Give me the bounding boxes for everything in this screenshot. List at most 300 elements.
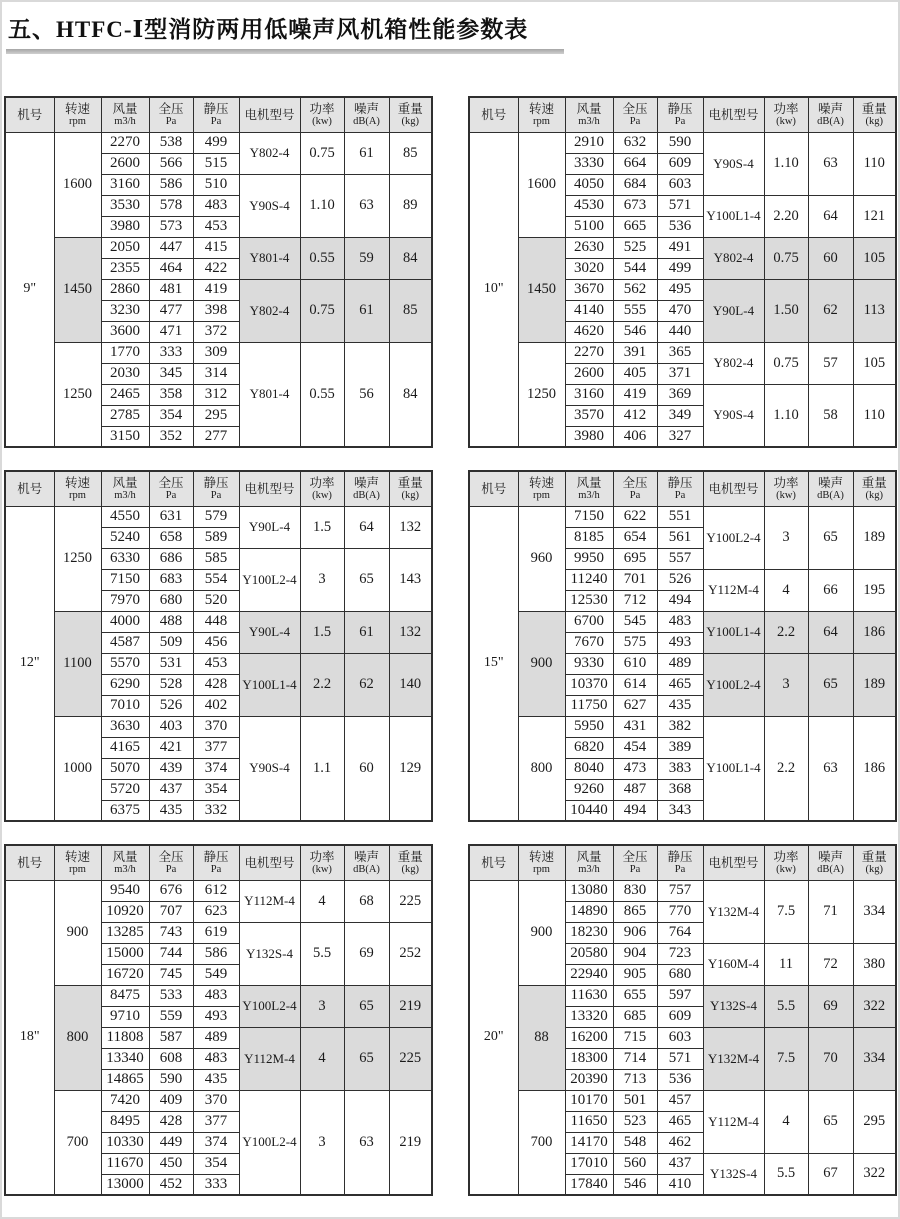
weight-cell: 105 bbox=[853, 237, 896, 279]
flow-cell: 4620 bbox=[565, 321, 613, 342]
header-noise-unit: dB(A) bbox=[353, 490, 380, 502]
header-weight-label: 重量 bbox=[861, 850, 887, 865]
header-total-pressure-label: 全压 bbox=[622, 850, 648, 865]
header-machine-label: 机号 bbox=[17, 107, 43, 122]
flow-cell: 3160 bbox=[565, 384, 613, 405]
noise-cell: 61 bbox=[344, 611, 389, 653]
header-weight-cell bbox=[389, 97, 432, 132]
noise-cell: 65 bbox=[808, 653, 853, 716]
power-cell: 1.50 bbox=[764, 279, 808, 342]
header-static-pressure-cell bbox=[193, 97, 239, 132]
header-noise-cell bbox=[808, 471, 853, 506]
flow-cell: 18230 bbox=[565, 922, 613, 943]
power-cell: 7.5 bbox=[764, 880, 808, 943]
noise-cell: 69 bbox=[344, 922, 389, 985]
weight-cell: 85 bbox=[389, 132, 432, 174]
static-pressure-cell: 590 bbox=[657, 132, 703, 153]
total-pressure-cell: 473 bbox=[613, 758, 657, 779]
weight-cell: 140 bbox=[389, 653, 432, 716]
flow-cell: 4000 bbox=[101, 611, 149, 632]
power-cell: 3 bbox=[300, 548, 344, 611]
tables-grid bbox=[4, 96, 898, 1196]
flow-cell: 3630 bbox=[101, 716, 149, 737]
flow-cell: 11240 bbox=[565, 569, 613, 590]
static-pressure-cell: 456 bbox=[193, 632, 239, 653]
rpm-cell: 1250 bbox=[54, 342, 101, 447]
flow-cell: 22940 bbox=[565, 964, 613, 985]
total-pressure-cell: 632 bbox=[613, 132, 657, 153]
motor-model-cell: Y90S-4 bbox=[703, 132, 764, 195]
weight-cell: 143 bbox=[389, 548, 432, 611]
power-cell: 1.10 bbox=[764, 132, 808, 195]
static-pressure-cell: 333 bbox=[193, 1174, 239, 1195]
machine-cell: 15" bbox=[469, 506, 518, 821]
flow-cell: 16720 bbox=[101, 964, 149, 985]
static-pressure-cell: 764 bbox=[657, 922, 703, 943]
total-pressure-cell: 701 bbox=[613, 569, 657, 590]
header-flow-label: 风量 bbox=[112, 476, 138, 491]
flow-cell: 2785 bbox=[101, 405, 149, 426]
power-cell: 4 bbox=[764, 1090, 808, 1153]
flow-cell: 3570 bbox=[565, 405, 613, 426]
header-noise-label: 噪声 bbox=[817, 102, 843, 117]
header-weight-unit: (kg) bbox=[865, 116, 883, 128]
header-machine-label: 机号 bbox=[481, 855, 507, 870]
header-flow-unit: m3/h bbox=[578, 490, 600, 502]
motor-model-cell: Y132S-4 bbox=[239, 922, 300, 985]
total-pressure-cell: 685 bbox=[613, 1006, 657, 1027]
weight-cell: 84 bbox=[389, 237, 432, 279]
motor-model-cell: Y100L2-4 bbox=[239, 548, 300, 611]
header-power-unit: (kw) bbox=[776, 864, 796, 876]
table-row bbox=[469, 342, 896, 363]
total-pressure-cell: 743 bbox=[149, 922, 193, 943]
header-machine-cell bbox=[469, 97, 518, 132]
header-power-unit: (kw) bbox=[776, 116, 796, 128]
flow-cell: 11808 bbox=[101, 1027, 149, 1048]
motor-model-cell: Y112M-4 bbox=[703, 569, 764, 611]
motor-model-cell: Y100L2-4 bbox=[703, 506, 764, 569]
flow-cell: 6820 bbox=[565, 737, 613, 758]
flow-cell: 6700 bbox=[565, 611, 613, 632]
weight-cell: 195 bbox=[853, 569, 896, 611]
power-cell: 3 bbox=[764, 506, 808, 569]
flow-cell: 2600 bbox=[101, 153, 149, 174]
static-pressure-cell: 448 bbox=[193, 611, 239, 632]
total-pressure-cell: 439 bbox=[149, 758, 193, 779]
static-pressure-cell: 571 bbox=[657, 195, 703, 216]
header-static-pressure-unit: Pa bbox=[210, 116, 222, 128]
machine-cell: 18" bbox=[5, 880, 54, 1195]
total-pressure-cell: 622 bbox=[613, 506, 657, 527]
table-row bbox=[5, 716, 432, 737]
weight-cell: 219 bbox=[389, 1090, 432, 1195]
flow-cell: 5070 bbox=[101, 758, 149, 779]
header-power-unit: (kw) bbox=[776, 490, 796, 502]
flow-cell: 10370 bbox=[565, 674, 613, 695]
table-row bbox=[469, 985, 896, 1006]
header-flow-label: 风量 bbox=[112, 850, 138, 865]
static-pressure-cell: 470 bbox=[657, 300, 703, 321]
total-pressure-cell: 481 bbox=[149, 279, 193, 300]
performance-table-10in bbox=[468, 96, 897, 448]
static-pressure-cell: 349 bbox=[657, 405, 703, 426]
header-weight-cell bbox=[389, 471, 432, 506]
motor-model-cell: Y132M-4 bbox=[703, 1027, 764, 1090]
noise-cell: 60 bbox=[344, 716, 389, 821]
total-pressure-cell: 686 bbox=[149, 548, 193, 569]
rpm-cell: 1250 bbox=[518, 342, 565, 447]
rpm-cell: 800 bbox=[54, 985, 101, 1090]
power-cell: 1.5 bbox=[300, 506, 344, 548]
header-motor-cell bbox=[703, 471, 764, 506]
header-motor-cell bbox=[239, 97, 300, 132]
flow-cell: 5570 bbox=[101, 653, 149, 674]
total-pressure-cell: 614 bbox=[613, 674, 657, 695]
static-pressure-cell: 757 bbox=[657, 880, 703, 901]
header-rpm-label: 转速 bbox=[528, 476, 554, 491]
static-pressure-cell: 389 bbox=[657, 737, 703, 758]
static-pressure-cell: 370 bbox=[193, 1090, 239, 1111]
header-weight-unit: (kg) bbox=[401, 490, 419, 502]
rpm-cell: 1100 bbox=[54, 611, 101, 716]
total-pressure-cell: 562 bbox=[613, 279, 657, 300]
static-pressure-cell: 489 bbox=[657, 653, 703, 674]
flow-cell: 3670 bbox=[565, 279, 613, 300]
header-flow-cell bbox=[101, 471, 149, 506]
header-power-cell bbox=[764, 845, 808, 880]
flow-cell: 2030 bbox=[101, 363, 149, 384]
flow-cell: 4550 bbox=[101, 506, 149, 527]
noise-cell: 65 bbox=[344, 1027, 389, 1090]
flow-cell: 9330 bbox=[565, 653, 613, 674]
weight-cell: 295 bbox=[853, 1090, 896, 1153]
rpm-cell: 700 bbox=[518, 1090, 565, 1195]
flow-cell: 9260 bbox=[565, 779, 613, 800]
motor-model-cell: Y132M-4 bbox=[703, 880, 764, 943]
total-pressure-cell: 538 bbox=[149, 132, 193, 153]
flow-cell: 5720 bbox=[101, 779, 149, 800]
header-motor-cell bbox=[239, 845, 300, 880]
header-static-pressure-cell bbox=[193, 471, 239, 506]
noise-cell: 71 bbox=[808, 880, 853, 943]
static-pressure-cell: 327 bbox=[657, 426, 703, 447]
static-pressure-cell: 603 bbox=[657, 174, 703, 195]
total-pressure-cell: 578 bbox=[149, 195, 193, 216]
header-rpm-unit: rpm bbox=[69, 116, 86, 128]
motor-model-cell: Y100L2-4 bbox=[703, 653, 764, 716]
weight-cell: 105 bbox=[853, 342, 896, 384]
total-pressure-cell: 560 bbox=[613, 1153, 657, 1174]
power-cell: 2.2 bbox=[764, 611, 808, 653]
static-pressure-cell: 437 bbox=[657, 1153, 703, 1174]
power-cell: 5.5 bbox=[764, 985, 808, 1027]
flow-cell: 8495 bbox=[101, 1111, 149, 1132]
static-pressure-cell: 371 bbox=[657, 363, 703, 384]
header-static-pressure-label: 静压 bbox=[203, 102, 229, 117]
flow-cell: 14170 bbox=[565, 1132, 613, 1153]
noise-cell: 63 bbox=[808, 132, 853, 195]
total-pressure-cell: 707 bbox=[149, 901, 193, 922]
motor-model-cell: Y132S-4 bbox=[703, 985, 764, 1027]
header-motor-label: 电机型号 bbox=[244, 481, 295, 496]
static-pressure-cell: 372 bbox=[193, 321, 239, 342]
flow-cell: 11750 bbox=[565, 695, 613, 716]
rpm-cell: 900 bbox=[518, 880, 565, 985]
flow-cell: 3980 bbox=[565, 426, 613, 447]
header-total-pressure-cell bbox=[149, 471, 193, 506]
power-cell: 5.5 bbox=[300, 922, 344, 985]
flow-cell: 14890 bbox=[565, 901, 613, 922]
total-pressure-cell: 431 bbox=[613, 716, 657, 737]
total-pressure-cell: 428 bbox=[149, 1111, 193, 1132]
static-pressure-cell: 440 bbox=[657, 321, 703, 342]
performance-table-20in bbox=[468, 844, 897, 1196]
static-pressure-cell: 551 bbox=[657, 506, 703, 527]
static-pressure-cell: 332 bbox=[193, 800, 239, 821]
noise-cell: 72 bbox=[808, 943, 853, 985]
header-total-pressure-label: 全压 bbox=[158, 476, 184, 491]
static-pressure-cell: 309 bbox=[193, 342, 239, 363]
noise-cell: 67 bbox=[808, 1153, 853, 1195]
static-pressure-cell: 277 bbox=[193, 426, 239, 447]
motor-model-cell: Y90L-4 bbox=[703, 279, 764, 342]
flow-cell: 3230 bbox=[101, 300, 149, 321]
flow-cell: 2270 bbox=[101, 132, 149, 153]
static-pressure-cell: 374 bbox=[193, 1132, 239, 1153]
table-row bbox=[469, 506, 896, 527]
flow-cell: 17010 bbox=[565, 1153, 613, 1174]
header-noise-cell bbox=[808, 97, 853, 132]
weight-cell: 322 bbox=[853, 985, 896, 1027]
total-pressure-cell: 405 bbox=[613, 363, 657, 384]
static-pressure-cell: 609 bbox=[657, 1006, 703, 1027]
header-rpm-label: 转速 bbox=[528, 102, 554, 117]
header-static-pressure-label: 静压 bbox=[667, 850, 693, 865]
header-noise-label: 噪声 bbox=[353, 102, 379, 117]
static-pressure-cell: 549 bbox=[193, 964, 239, 985]
header-static-pressure-unit: Pa bbox=[674, 116, 686, 128]
total-pressure-cell: 435 bbox=[149, 800, 193, 821]
header-weight-cell bbox=[853, 845, 896, 880]
static-pressure-cell: 382 bbox=[657, 716, 703, 737]
motor-model-cell: Y100L1-4 bbox=[703, 716, 764, 821]
rpm-cell: 1600 bbox=[518, 132, 565, 237]
noise-cell: 66 bbox=[808, 569, 853, 611]
rpm-cell: 700 bbox=[54, 1090, 101, 1195]
static-pressure-cell: 483 bbox=[657, 611, 703, 632]
header-machine-cell bbox=[5, 471, 54, 506]
header-row bbox=[5, 471, 432, 506]
static-pressure-cell: 493 bbox=[657, 632, 703, 653]
total-pressure-cell: 412 bbox=[613, 405, 657, 426]
motor-model-cell: Y802-4 bbox=[703, 237, 764, 279]
power-cell: 0.55 bbox=[300, 237, 344, 279]
total-pressure-cell: 419 bbox=[613, 384, 657, 405]
header-weight-unit: (kg) bbox=[401, 116, 419, 128]
header-static-pressure-cell bbox=[657, 845, 703, 880]
weight-cell: 225 bbox=[389, 880, 432, 922]
header-rpm-unit: rpm bbox=[533, 490, 550, 502]
total-pressure-cell: 627 bbox=[613, 695, 657, 716]
total-pressure-cell: 477 bbox=[149, 300, 193, 321]
flow-cell: 3600 bbox=[101, 321, 149, 342]
header-flow-unit: m3/h bbox=[578, 116, 600, 128]
static-pressure-cell: 402 bbox=[193, 695, 239, 716]
static-pressure-cell: 586 bbox=[193, 943, 239, 964]
weight-cell: 322 bbox=[853, 1153, 896, 1195]
motor-model-cell: Y802-4 bbox=[239, 279, 300, 342]
total-pressure-cell: 586 bbox=[149, 174, 193, 195]
motor-model-cell: Y90S-4 bbox=[239, 716, 300, 821]
power-cell: 5.5 bbox=[764, 1153, 808, 1195]
power-cell: 1.10 bbox=[764, 384, 808, 447]
static-pressure-cell: 491 bbox=[657, 237, 703, 258]
total-pressure-cell: 665 bbox=[613, 216, 657, 237]
noise-cell: 60 bbox=[808, 237, 853, 279]
noise-cell: 64 bbox=[808, 195, 853, 237]
header-rpm-cell bbox=[518, 471, 565, 506]
motor-model-cell: Y112M-4 bbox=[239, 880, 300, 922]
header-row bbox=[469, 845, 896, 880]
weight-cell: 132 bbox=[389, 506, 432, 548]
total-pressure-cell: 409 bbox=[149, 1090, 193, 1111]
header-power-cell bbox=[300, 845, 344, 880]
static-pressure-cell: 343 bbox=[657, 800, 703, 821]
header-machine-label: 机号 bbox=[17, 855, 43, 870]
noise-cell: 59 bbox=[344, 237, 389, 279]
motor-model-cell: Y100L1-4 bbox=[703, 195, 764, 237]
header-rpm-cell bbox=[518, 845, 565, 880]
noise-cell: 68 bbox=[344, 880, 389, 922]
header-rpm-unit: rpm bbox=[533, 116, 550, 128]
machine-cell: 12" bbox=[5, 506, 54, 821]
static-pressure-cell: 536 bbox=[657, 1069, 703, 1090]
flow-cell: 4530 bbox=[565, 195, 613, 216]
table-row bbox=[5, 611, 432, 632]
header-weight-label: 重量 bbox=[861, 102, 887, 117]
total-pressure-cell: 450 bbox=[149, 1153, 193, 1174]
static-pressure-cell: 571 bbox=[657, 1048, 703, 1069]
table-row bbox=[5, 132, 432, 153]
flow-cell: 7420 bbox=[101, 1090, 149, 1111]
noise-cell: 65 bbox=[344, 548, 389, 611]
flow-cell: 18300 bbox=[565, 1048, 613, 1069]
header-machine-label: 机号 bbox=[481, 107, 507, 122]
power-cell: 0.75 bbox=[300, 132, 344, 174]
static-pressure-cell: 457 bbox=[657, 1090, 703, 1111]
static-pressure-cell: 398 bbox=[193, 300, 239, 321]
static-pressure-cell: 515 bbox=[193, 153, 239, 174]
header-rpm-label: 转速 bbox=[64, 850, 90, 865]
weight-cell: 113 bbox=[853, 279, 896, 342]
static-pressure-cell: 770 bbox=[657, 901, 703, 922]
total-pressure-cell: 559 bbox=[149, 1006, 193, 1027]
total-pressure-cell: 471 bbox=[149, 321, 193, 342]
total-pressure-cell: 487 bbox=[613, 779, 657, 800]
weight-cell: 189 bbox=[853, 506, 896, 569]
header-noise-unit: dB(A) bbox=[817, 864, 844, 876]
static-pressure-cell: 377 bbox=[193, 1111, 239, 1132]
total-pressure-cell: 354 bbox=[149, 405, 193, 426]
motor-model-cell: Y801-4 bbox=[239, 342, 300, 447]
flow-cell: 11670 bbox=[101, 1153, 149, 1174]
static-pressure-cell: 428 bbox=[193, 674, 239, 695]
total-pressure-cell: 452 bbox=[149, 1174, 193, 1195]
flow-cell: 2270 bbox=[565, 342, 613, 363]
header-machine-cell bbox=[469, 845, 518, 880]
weight-cell: 84 bbox=[389, 342, 432, 447]
rpm-cell: 800 bbox=[518, 716, 565, 821]
header-motor-label: 电机型号 bbox=[708, 481, 759, 496]
header-flow-label: 风量 bbox=[576, 850, 602, 865]
motor-model-cell: Y100L1-4 bbox=[703, 611, 764, 653]
motor-model-cell: Y90L-4 bbox=[239, 506, 300, 548]
total-pressure-cell: 533 bbox=[149, 985, 193, 1006]
flow-cell: 12530 bbox=[565, 590, 613, 611]
static-pressure-cell: 354 bbox=[193, 779, 239, 800]
header-power-label: 功率 bbox=[309, 850, 335, 865]
header-power-label: 功率 bbox=[773, 850, 799, 865]
header-motor-label: 电机型号 bbox=[244, 855, 295, 870]
header-flow-cell bbox=[101, 845, 149, 880]
noise-cell: 62 bbox=[808, 279, 853, 342]
header-machine-label: 机号 bbox=[17, 481, 43, 496]
total-pressure-cell: 391 bbox=[613, 342, 657, 363]
power-cell: 3 bbox=[300, 985, 344, 1027]
table-row bbox=[469, 880, 896, 901]
total-pressure-cell: 406 bbox=[613, 426, 657, 447]
static-pressure-cell: 557 bbox=[657, 548, 703, 569]
flow-cell: 8040 bbox=[565, 758, 613, 779]
static-pressure-cell: 295 bbox=[193, 405, 239, 426]
flow-cell: 9540 bbox=[101, 880, 149, 901]
noise-cell: 61 bbox=[344, 279, 389, 342]
header-noise-label: 噪声 bbox=[817, 850, 843, 865]
performance-table-15in bbox=[468, 470, 897, 822]
total-pressure-cell: 545 bbox=[613, 611, 657, 632]
weight-cell: 110 bbox=[853, 132, 896, 195]
total-pressure-cell: 658 bbox=[149, 527, 193, 548]
total-pressure-cell: 664 bbox=[613, 153, 657, 174]
header-static-pressure-cell bbox=[657, 97, 703, 132]
motor-model-cell: Y802-4 bbox=[239, 132, 300, 174]
rpm-cell: 1600 bbox=[54, 132, 101, 237]
header-static-pressure-cell bbox=[193, 845, 239, 880]
header-power-label: 功率 bbox=[773, 476, 799, 491]
static-pressure-cell: 619 bbox=[193, 922, 239, 943]
header-power-unit: (kw) bbox=[312, 490, 332, 502]
flow-cell: 5950 bbox=[565, 716, 613, 737]
static-pressure-cell: 623 bbox=[193, 901, 239, 922]
static-pressure-cell: 465 bbox=[657, 674, 703, 695]
header-noise-cell bbox=[344, 97, 389, 132]
rpm-cell: 1450 bbox=[518, 237, 565, 342]
flow-cell: 6330 bbox=[101, 548, 149, 569]
flow-cell: 10330 bbox=[101, 1132, 149, 1153]
flow-cell: 2465 bbox=[101, 384, 149, 405]
flow-cell: 6375 bbox=[101, 800, 149, 821]
total-pressure-cell: 830 bbox=[613, 880, 657, 901]
static-pressure-cell: 369 bbox=[657, 384, 703, 405]
total-pressure-cell: 654 bbox=[613, 527, 657, 548]
static-pressure-cell: 374 bbox=[193, 758, 239, 779]
flow-cell: 7670 bbox=[565, 632, 613, 653]
total-pressure-cell: 352 bbox=[149, 426, 193, 447]
header-total-pressure-cell bbox=[149, 97, 193, 132]
rpm-cell: 960 bbox=[518, 506, 565, 611]
noise-cell: 64 bbox=[808, 611, 853, 653]
